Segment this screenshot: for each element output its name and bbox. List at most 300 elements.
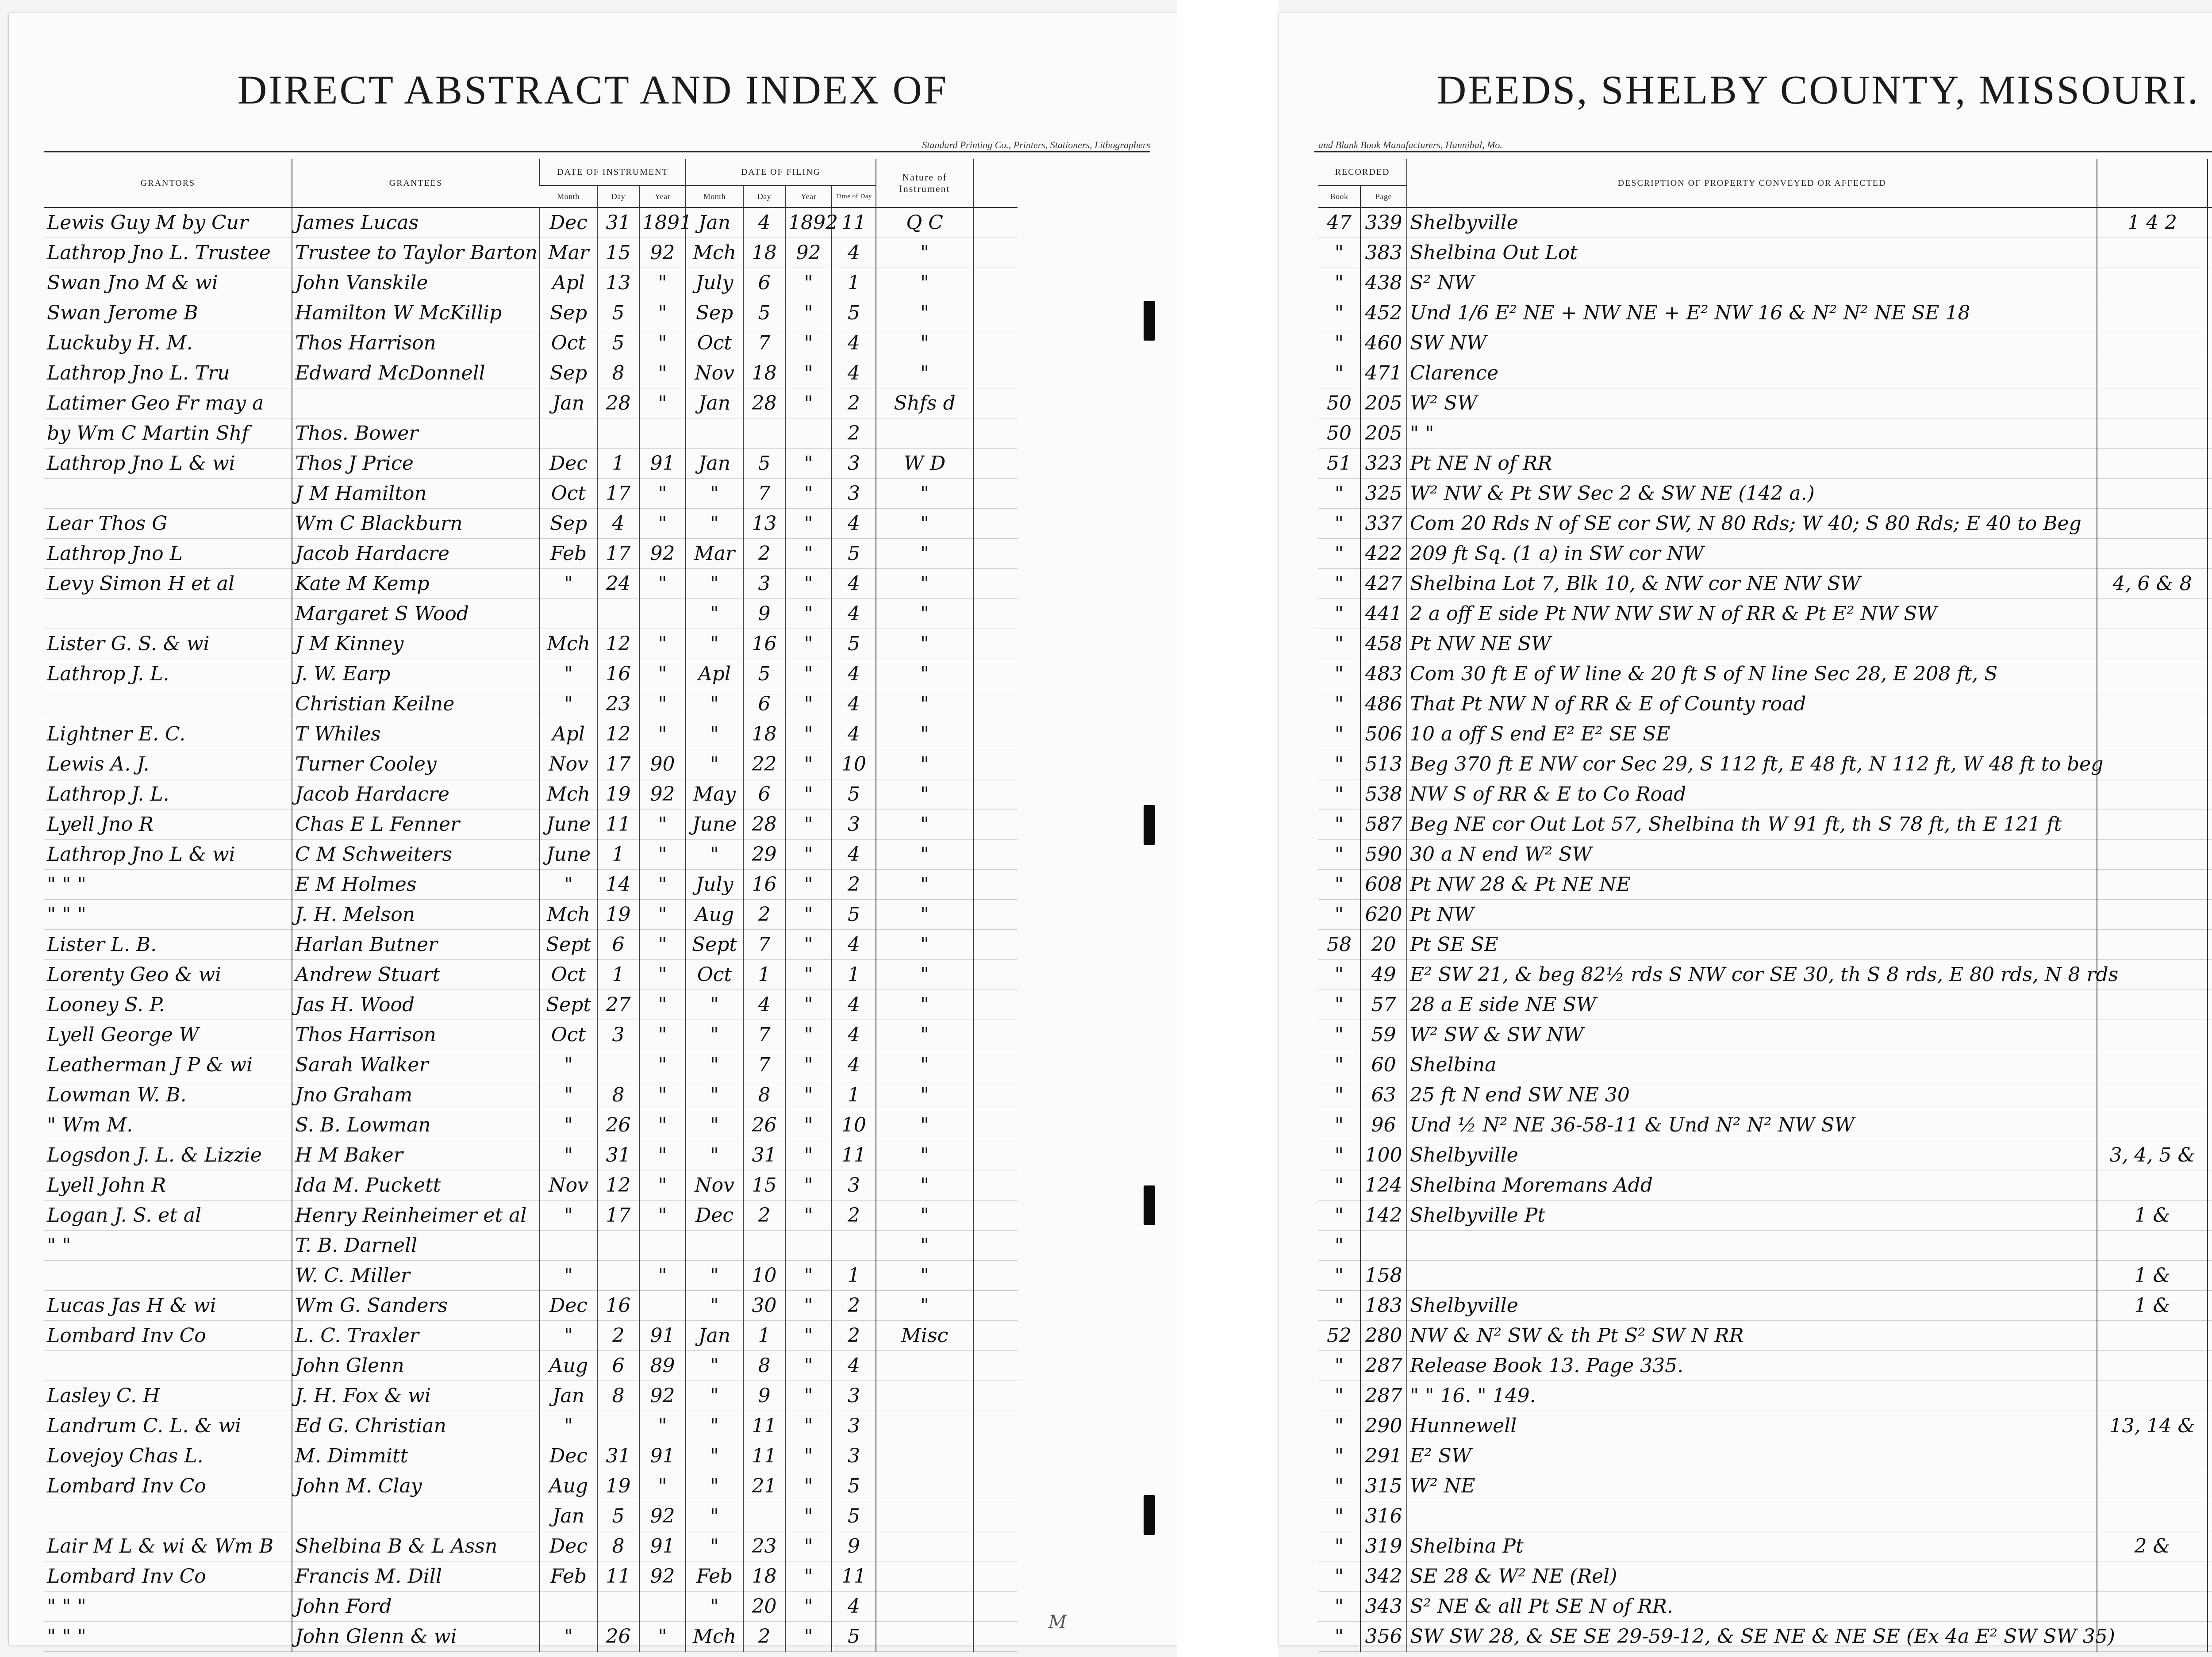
deed-instrument-month-cell: Apl: [540, 719, 597, 749]
record-description-cell: E² SW 21, & beg 82½ rds S NW cor SE 30, th S 8 rds, E 80 rds, N 8 rds: [1407, 960, 2097, 990]
deed-grantee-cell: T Whiles: [292, 719, 540, 749]
deed-filing-month-cell: ": [686, 1261, 743, 1291]
deed-row: [44, 840, 1018, 870]
deed-filing-year-cell: ": [785, 1471, 832, 1501]
record-description-cell: 209 ft Sq. (1 a) in SW cor NW: [1407, 539, 2097, 569]
deed-filing-year-cell: ": [785, 298, 832, 328]
deed-grantor-cell: Landrum C. L. & wi: [44, 1411, 292, 1441]
deed-nature-cell: ": [876, 1110, 973, 1140]
sec-twp-rng-header: [2208, 159, 2212, 207]
deed-grantee-cell: [292, 1501, 540, 1531]
deed-time-of-day-cell: 4: [832, 1351, 876, 1381]
record-book-cell: ": [1318, 1622, 1360, 1652]
deed-instrument-day-cell: 14: [597, 870, 639, 900]
deed-filing-year-cell: ": [785, 388, 832, 418]
deed-grantor-cell: Lyell George W: [44, 1020, 292, 1050]
deed-grantee-cell: T. B. Darnell: [292, 1231, 540, 1261]
deed-instrument-year-cell: ": [639, 1140, 686, 1170]
deed-nature-cell: Misc: [876, 1321, 973, 1351]
deed-row: [44, 449, 1018, 479]
record-book-cell: ": [1318, 1140, 1360, 1170]
deed-instrument-month-cell: Jan: [540, 1381, 597, 1411]
deed-instrument-day-cell: [597, 418, 639, 449]
record-lot-block-cell: 1 &: [2097, 1291, 2208, 1321]
deed-instrument-month-cell: Apl: [540, 268, 597, 298]
record-page-cell: 441: [1360, 599, 1407, 629]
deed-filing-day-cell: 28: [743, 809, 785, 840]
deed-filing-month-cell: ": [686, 1050, 743, 1080]
record-page-cell: 20: [1360, 930, 1407, 960]
record-book-cell: ": [1318, 1020, 1360, 1050]
record-book-cell: ": [1318, 1170, 1360, 1201]
deed-nature-cell: ": [876, 870, 973, 900]
deed-instrument-day-cell: 17: [597, 749, 639, 779]
deed-instrument-month-cell: Sep: [540, 509, 597, 539]
deed-blank-cell: [973, 1050, 1018, 1080]
deed-nature-cell: ": [876, 719, 973, 749]
record-book-cell: ": [1318, 1261, 1360, 1291]
record-page-cell: 57: [1360, 990, 1407, 1020]
deed-time-of-day-cell: 4: [832, 1592, 876, 1622]
record-description-cell: Shelbyville: [1407, 207, 2097, 238]
deed-row: [44, 1140, 1018, 1170]
deed-row: [44, 509, 1018, 539]
deed-grantee-cell: Jas H. Wood: [292, 990, 540, 1020]
deed-grantor-cell: [44, 1501, 292, 1531]
deed-instrument-year-cell: ": [639, 1411, 686, 1441]
deed-instrument-year-cell: 91: [639, 1441, 686, 1471]
deed-instrument-year-cell: [639, 418, 686, 449]
deed-nature-cell: ": [876, 1140, 973, 1170]
deed-instrument-day-cell: 16: [597, 1291, 639, 1321]
deed-instrument-day-cell: 8: [597, 1531, 639, 1561]
record-description-cell: Shelbina Lot 7, Blk 10, & NW cor NE NW SW: [1407, 569, 2097, 599]
deed-instrument-day-cell: 17: [597, 479, 639, 509]
book-header: Book: [1318, 185, 1360, 207]
deed-filing-month-cell: ": [686, 1381, 743, 1411]
record-sec-twp-rng-cell: [2208, 990, 2212, 1020]
deed-grantee-cell: J. W. Earp: [292, 659, 540, 689]
deed-filing-month-cell: Nov: [686, 1170, 743, 1201]
record-description-cell: S² NE & all Pt SE N of RR.: [1407, 1592, 2097, 1622]
deed-grantor-cell: " " ": [44, 1592, 292, 1622]
deed-instrument-month-cell: [540, 1231, 597, 1261]
record-description-cell: SE 28 & W² NE (Rel): [1407, 1561, 2097, 1592]
record-sec-twp-rng-cell: [2208, 388, 2212, 418]
deed-filing-day-cell: 7: [743, 1050, 785, 1080]
record-book-cell: ": [1318, 870, 1360, 900]
deed-instrument-year-cell: 1891: [639, 207, 686, 238]
deed-instrument-month-cell: ": [540, 689, 597, 719]
record-page-cell: 422: [1360, 539, 1407, 569]
deed-instrument-year-cell: 91: [639, 1321, 686, 1351]
deed-grantee-cell: Ida M. Puckett: [292, 1170, 540, 1201]
record-sec-twp-rng-cell: [2208, 418, 2212, 449]
deed-blank-cell: [973, 1170, 1018, 1201]
record-book-cell: ": [1318, 1231, 1360, 1261]
deed-blank-cell: [973, 719, 1018, 749]
deed-filing-year-cell: ": [785, 449, 832, 479]
deed-instrument-year-cell: [639, 1231, 686, 1261]
record-row: [1318, 749, 2212, 779]
deed-instrument-month-cell: Mch: [540, 779, 597, 809]
record-page-cell: 290: [1360, 1411, 1407, 1441]
record-lot-block-cell: 4, 6 & 8: [2097, 569, 2208, 599]
deed-nature-cell: ": [876, 659, 973, 689]
deed-instrument-day-cell: 12: [597, 1170, 639, 1201]
lot-block-column-header: [2097, 159, 2208, 207]
deed-grantee-cell: Christian Keilne: [292, 689, 540, 719]
record-row: [1318, 1501, 2212, 1531]
deed-time-of-day-cell: 10: [832, 1110, 876, 1140]
deed-grantor-cell: [44, 1261, 292, 1291]
deed-filing-day-cell: [743, 1231, 785, 1261]
deed-filing-month-cell: Aug: [686, 900, 743, 930]
deed-grantor-cell: Lorenty Geo & wi: [44, 960, 292, 990]
record-description-cell: Shelbyville: [1407, 1291, 2097, 1321]
record-book-cell: ": [1318, 960, 1360, 990]
deed-time-of-day-cell: 4: [832, 1050, 876, 1080]
deed-instrument-day-cell: 2: [597, 1321, 639, 1351]
record-sec-twp-rng-cell: [2208, 1561, 2212, 1592]
record-row: [1318, 689, 2212, 719]
deed-instrument-day-cell: 4: [597, 509, 639, 539]
deed-instrument-month-cell: Jan: [540, 388, 597, 418]
record-row: [1318, 870, 2212, 900]
record-book-cell: ": [1318, 599, 1360, 629]
deed-filing-day-cell: 2: [743, 1201, 785, 1231]
deed-filing-year-cell: ": [785, 328, 832, 358]
record-row: [1318, 238, 2212, 268]
deed-instrument-year-cell: ": [639, 1170, 686, 1201]
deed-filing-day-cell: 8: [743, 1080, 785, 1110]
deed-grantor-cell: Leatherman J P & wi: [44, 1050, 292, 1080]
record-page-cell: 183: [1360, 1291, 1407, 1321]
deed-filing-year-cell: ": [785, 539, 832, 569]
deed-filing-day-cell: 5: [743, 659, 785, 689]
deed-instrument-year-cell: 92: [639, 1381, 686, 1411]
nature-of-instrument-header: Nature of Instrument: [876, 159, 973, 207]
deed-grantor-cell: Lewis A. J.: [44, 749, 292, 779]
deed-instrument-day-cell: 8: [597, 1381, 639, 1411]
deed-instrument-month-cell: Oct: [540, 1020, 597, 1050]
record-description-cell: Shelbina Out Lot: [1407, 238, 2097, 268]
record-sec-twp-rng-cell: [2208, 1080, 2212, 1110]
deed-grantee-cell: J M Kinney: [292, 629, 540, 659]
deed-grantor-cell: Looney S. P.: [44, 990, 292, 1020]
record-book-cell: ": [1318, 809, 1360, 840]
deed-grantor-cell: Lewis Guy M by Cur: [44, 207, 292, 238]
deed-instrument-month-cell: Oct: [540, 960, 597, 990]
deed-filing-month-cell: ": [686, 1351, 743, 1381]
deed-blank-cell: [973, 689, 1018, 719]
printer-imprint-left: Standard Printing Co., Printers, Stationers, Lithographers: [922, 139, 1150, 150]
record-row: [1318, 1321, 2212, 1351]
deed-filing-month-cell: ": [686, 1592, 743, 1622]
binder-hole-4: [1144, 1495, 1155, 1535]
deed-instrument-day-cell: 8: [597, 358, 639, 388]
deed-blank-cell: [973, 479, 1018, 509]
deed-grantor-cell: Lear Thos G: [44, 509, 292, 539]
deed-instrument-day-cell: [597, 1592, 639, 1622]
deed-instrument-year-cell: ": [639, 1201, 686, 1231]
deed-instrument-year-cell: ": [639, 960, 686, 990]
record-page-cell: 316: [1360, 1501, 1407, 1531]
deed-blank-cell: [973, 1471, 1018, 1501]
instrument-day-header: Day: [597, 185, 639, 207]
record-row: [1318, 719, 2212, 749]
record-sec-twp-rng-cell: [2208, 1170, 2212, 1201]
deed-filing-month-cell: Sep: [686, 298, 743, 328]
record-description-cell: [1407, 1501, 2097, 1531]
record-sec-twp-rng-cell: [2208, 1020, 2212, 1050]
record-book-cell: 58: [1318, 930, 1360, 960]
deed-time-of-day-cell: 4: [832, 990, 876, 1020]
deed-nature-cell: [876, 1622, 973, 1652]
deed-instrument-month-cell: Sept: [540, 990, 597, 1020]
record-lot-block-cell: [2097, 749, 2208, 779]
deed-time-of-day-cell: 1: [832, 960, 876, 990]
deed-grantee-cell: Harlan Butner: [292, 930, 540, 960]
deed-grantee-cell: C M Schweiters: [292, 840, 540, 870]
filing-month-header: Month: [686, 185, 743, 207]
deed-grantor-cell: [44, 599, 292, 629]
deed-time-of-day-cell: 1: [832, 268, 876, 298]
record-description-cell: W² NE: [1407, 1471, 2097, 1501]
deed-nature-cell: ": [876, 1261, 973, 1291]
deed-filing-month-cell: ": [686, 990, 743, 1020]
record-sec-twp-rng-cell: [2208, 1501, 2212, 1531]
deed-instrument-day-cell: [597, 599, 639, 629]
record-page-cell: 587: [1360, 809, 1407, 840]
deed-blank-cell: [973, 1080, 1018, 1110]
record-page-cell: 60: [1360, 1050, 1407, 1080]
deed-blank-cell: [973, 1381, 1018, 1411]
record-page-cell: 471: [1360, 358, 1407, 388]
deed-filing-day-cell: 16: [743, 629, 785, 659]
record-row: [1318, 1351, 2212, 1381]
grantor-grantee-table: [44, 159, 1018, 1652]
record-row: [1318, 539, 2212, 569]
deed-time-of-day-cell: 4: [832, 569, 876, 599]
deed-row: [44, 1381, 1018, 1411]
deed-filing-day-cell: 18: [743, 238, 785, 268]
record-row: [1318, 1231, 2212, 1261]
deed-nature-cell: [876, 1441, 973, 1471]
record-description-cell: Com 30 ft E of W line & 20 ft S of N line Sec 28, E 208 ft, S: [1407, 659, 2097, 689]
deed-time-of-day-cell: 2: [832, 870, 876, 900]
deed-filing-day-cell: 9: [743, 599, 785, 629]
deed-time-of-day-cell: 11: [832, 1561, 876, 1592]
deed-blank-cell: [973, 1411, 1018, 1441]
deed-row: [44, 1110, 1018, 1140]
record-description-cell: 28 a E side NE SW: [1407, 990, 2097, 1020]
record-lot-block-cell: 13, 14 &: [2097, 1411, 2208, 1441]
deed-time-of-day-cell: 11: [832, 207, 876, 238]
deed-time-of-day-cell: 4: [832, 930, 876, 960]
deed-row: [44, 1471, 1018, 1501]
record-book-cell: ": [1318, 479, 1360, 509]
record-book-cell: 50: [1318, 418, 1360, 449]
deed-grantee-cell: W. C. Miller: [292, 1261, 540, 1291]
deed-time-of-day-cell: 5: [832, 629, 876, 659]
deed-nature-cell: ": [876, 358, 973, 388]
deed-time-of-day-cell: 4: [832, 689, 876, 719]
deed-nature-cell: ": [876, 1080, 973, 1110]
deed-instrument-month-cell: ": [540, 1110, 597, 1140]
deed-grantee-cell: Wm C Blackburn: [292, 509, 540, 539]
deed-time-of-day-cell: 5: [832, 298, 876, 328]
deed-instrument-year-cell: ": [639, 268, 686, 298]
deed-filing-day-cell: 11: [743, 1441, 785, 1471]
deed-grantee-cell: Ed G. Christian: [292, 1411, 540, 1441]
deed-filing-day-cell: 26: [743, 1110, 785, 1140]
deed-grantor-cell: " Wm M.: [44, 1110, 292, 1140]
deed-blank-cell: [973, 358, 1018, 388]
deed-grantor-cell: Lasley C. H: [44, 1381, 292, 1411]
deed-blank-cell: [973, 1592, 1018, 1622]
deed-grantee-cell: John M. Clay: [292, 1471, 540, 1501]
record-page-cell: 427: [1360, 569, 1407, 599]
deed-instrument-day-cell: 23: [597, 689, 639, 719]
deed-blank-cell: [973, 960, 1018, 990]
record-row: [1318, 569, 2212, 599]
record-page-cell: 142: [1360, 1201, 1407, 1231]
deed-instrument-year-cell: ": [639, 1020, 686, 1050]
record-row: [1318, 1110, 2212, 1140]
record-sec-twp-rng-cell: [2208, 539, 2212, 569]
deed-instrument-year-cell: ": [639, 358, 686, 388]
deed-instrument-month-cell: Aug: [540, 1351, 597, 1381]
record-description-cell: Beg NE cor Out Lot 57, Shelbina th W 91 ft, th S 78 ft, th E 121 ft: [1407, 809, 2097, 840]
deed-nature-cell: [876, 1501, 973, 1531]
deed-grantor-cell: Lombard Inv Co: [44, 1321, 292, 1351]
binder-hole-1: [1144, 301, 1155, 341]
deed-nature-cell: ": [876, 238, 973, 268]
record-book-cell: ": [1318, 719, 1360, 749]
deed-row: [44, 1501, 1018, 1531]
record-page-cell: 452: [1360, 298, 1407, 328]
deed-instrument-month-cell: Dec: [540, 1291, 597, 1321]
record-page-cell: 287: [1360, 1381, 1407, 1411]
deed-nature-cell: ": [876, 689, 973, 719]
record-sec-twp-rng-cell: [2208, 599, 2212, 629]
deed-time-of-day-cell: [832, 1231, 876, 1261]
record-lot-block-cell: [2097, 629, 2208, 659]
deed-instrument-day-cell: 26: [597, 1110, 639, 1140]
record-description-cell: " " 16. " 149.: [1407, 1381, 2097, 1411]
record-lot-block-cell: [2097, 1080, 2208, 1110]
deed-filing-day-cell: 6: [743, 689, 785, 719]
deed-filing-year-cell: ": [785, 1140, 832, 1170]
deed-instrument-month-cell: ": [540, 1050, 597, 1080]
record-description-cell: Shelbina Moremans Add: [1407, 1170, 2097, 1201]
deed-grantee-cell: Thos Harrison: [292, 1020, 540, 1050]
record-page-cell: 59: [1360, 1020, 1407, 1050]
deed-grantor-cell: Logan J. S. et al: [44, 1201, 292, 1231]
record-sec-twp-rng-cell: [2208, 1592, 2212, 1622]
left-ledger-page: [9, 13, 1177, 1648]
record-page-cell: 96: [1360, 1110, 1407, 1140]
deed-instrument-month-cell: ": [540, 659, 597, 689]
record-description-cell: Beg 370 ft E NW cor Sec 29, S 112 ft, E 48 ft, N 112 ft, W 48 ft to beg: [1407, 749, 2097, 779]
deed-instrument-day-cell: 6: [597, 1351, 639, 1381]
record-sec-twp-rng-cell: [2208, 358, 2212, 388]
deed-grantee-cell: John Ford: [292, 1592, 540, 1622]
record-book-cell: 50: [1318, 388, 1360, 418]
deed-filing-month-cell: ": [686, 1140, 743, 1170]
deed-filing-day-cell: 1: [743, 1321, 785, 1351]
deed-row: [44, 1201, 1018, 1231]
deed-blank-cell: [973, 268, 1018, 298]
deed-filing-day-cell: 20: [743, 1592, 785, 1622]
deed-instrument-day-cell: 1: [597, 840, 639, 870]
deed-instrument-day-cell: [597, 1411, 639, 1441]
record-sec-twp-rng-cell: [2208, 659, 2212, 689]
record-sec-twp-rng-cell: [2208, 1622, 2212, 1652]
deed-nature-cell: W D: [876, 449, 973, 479]
deed-filing-month-cell: Oct: [686, 328, 743, 358]
record-lot-block-cell: [2097, 539, 2208, 569]
deed-filing-month-cell: Mch: [686, 238, 743, 268]
record-lot-block-cell: [2097, 599, 2208, 629]
record-description-cell: Und ½ N² NE 36-58-11 & Und N² N² NW SW: [1407, 1110, 2097, 1140]
deed-time-of-day-cell: 1: [832, 1261, 876, 1291]
deed-filing-day-cell: 7: [743, 930, 785, 960]
record-sec-twp-rng-cell: [2208, 569, 2212, 599]
record-book-cell: ": [1318, 1561, 1360, 1592]
deed-instrument-day-cell: 31: [597, 207, 639, 238]
deed-filing-year-cell: ": [785, 479, 832, 509]
deed-filing-month-cell: Dec: [686, 1201, 743, 1231]
deed-filing-day-cell: 7: [743, 1020, 785, 1050]
record-sec-twp-rng-cell: [2208, 1110, 2212, 1140]
deed-instrument-year-cell: ": [639, 1622, 686, 1652]
record-sec-twp-rng-cell: [2208, 1050, 2212, 1080]
deed-instrument-day-cell: 12: [597, 629, 639, 659]
record-page-cell: 280: [1360, 1321, 1407, 1351]
deed-time-of-day-cell: 4: [832, 599, 876, 629]
deed-grantee-cell: [292, 388, 540, 418]
record-page-cell: 486: [1360, 689, 1407, 719]
record-book-cell: ": [1318, 629, 1360, 659]
record-lot-block-cell: [2097, 268, 2208, 298]
deed-row: [44, 1080, 1018, 1110]
record-page-cell: 356: [1360, 1622, 1407, 1652]
deed-instrument-day-cell: 31: [597, 1441, 639, 1471]
right-ledger-page: [1279, 13, 2212, 1648]
deed-filing-year-cell: ": [785, 268, 832, 298]
deed-nature-cell: [876, 1471, 973, 1501]
record-row: [1318, 268, 2212, 298]
deed-row: [44, 1561, 1018, 1592]
deed-filing-day-cell: 5: [743, 449, 785, 479]
deed-filing-day-cell: 2: [743, 1622, 785, 1652]
deed-instrument-year-cell: 90: [639, 749, 686, 779]
deed-instrument-day-cell: 28: [597, 388, 639, 418]
deed-filing-year-cell: ": [785, 358, 832, 388]
deed-grantee-cell: Wm G. Sanders: [292, 1291, 540, 1321]
record-lot-block-cell: [2097, 238, 2208, 268]
deed-row: [44, 298, 1018, 328]
deed-instrument-month-cell: ": [540, 1080, 597, 1110]
record-book-cell: ": [1318, 1531, 1360, 1561]
deed-nature-cell: [876, 1592, 973, 1622]
record-row: [1318, 659, 2212, 689]
record-sec-twp-rng-cell: [2208, 870, 2212, 900]
deed-filing-year-cell: ": [785, 900, 832, 930]
record-description-cell: Shelbina Pt: [1407, 1531, 2097, 1561]
